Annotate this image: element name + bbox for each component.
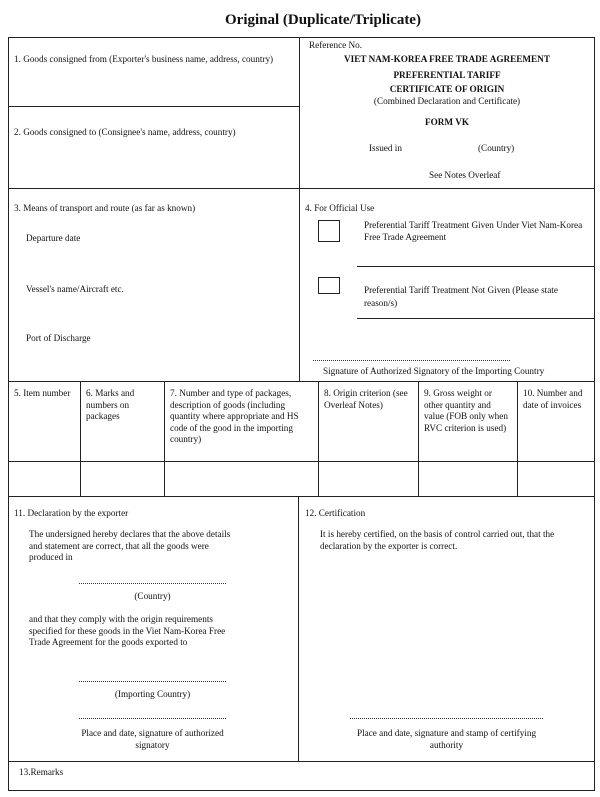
exporter-signature-line <box>79 718 226 719</box>
treatment-given-checkbox[interactable] <box>318 220 340 242</box>
box3-label: 3. Means of transport and route (as far as known) <box>14 203 196 213</box>
departure-date-label: Departure date <box>26 233 81 243</box>
divider-column-headers <box>8 461 595 462</box>
authority-signature-line <box>350 718 543 719</box>
certification-text: It is hereby certified, on the basis of control carried out, that the declaration by the exporter is correct. <box>320 529 555 551</box>
col-divider-2 <box>164 381 165 497</box>
col-divider-4 <box>418 381 419 497</box>
box2-label: 2. Goods consigned to (Consignee's name, address, country) <box>14 127 236 137</box>
col-divider-5 <box>517 381 518 497</box>
col-divider-1 <box>80 381 81 497</box>
divider-goods-row <box>8 496 595 497</box>
box4-signature-line <box>313 360 510 361</box>
col-gross-weight: 9. Gross weight or other quantity and value (FOB only when RVC criterion is used) <box>424 388 508 433</box>
treatment-not-given-label: Preferential Tariff Treatment Not Given (Please state reason/s) <box>364 285 558 308</box>
declaration-text-2: and that they comply with the origin requirements specified for these goods in the Viet Nam-Korea Free Trade Agreement for the goods exported to <box>29 614 226 647</box>
reference-no: Reference No. <box>309 40 363 50</box>
treatment-not-given-checkbox[interactable] <box>318 277 340 294</box>
border-left <box>8 37 9 791</box>
importing-country-label: (Importing Country) <box>114 689 191 699</box>
importing-country-line <box>79 681 226 682</box>
issued-in-label: Issued in <box>369 143 402 153</box>
tariff-title: PREFERENTIAL TARIFF <box>393 70 501 80</box>
form-title: Original (Duplicate/Triplicate) <box>225 12 421 28</box>
divider-box1-box2 <box>8 106 299 107</box>
box12-label: 12. Certification <box>305 508 366 518</box>
production-country-line <box>79 583 226 584</box>
col-description: 7. Number and type of packages, description of goods (including quantity where appropriate and HS code of the good in the importing country) <box>170 388 299 444</box>
combined-note: (Combined Declaration and Certificate) <box>373 96 521 106</box>
col-divider-3 <box>318 381 319 497</box>
border-right <box>594 37 595 791</box>
col-invoices: 10. Number and date of invoices <box>523 388 583 410</box>
border-bottom <box>8 790 595 791</box>
vessel-label: Vessel's name/Aircraft etc. <box>26 284 124 294</box>
col-marks-numbers: 6. Marks and numbers on packages <box>86 388 135 421</box>
exporter-signature-label: Place and date, signature of authorized signatory <box>81 728 224 750</box>
production-country-label: (Country) <box>134 591 171 601</box>
border-top <box>8 37 595 38</box>
form-name: FORM VK <box>425 117 469 127</box>
authority-signature-label: Place and date, signature and stamp of certifying authority <box>356 728 537 750</box>
col-origin-criterion: 8. Origin criterion (see Overleaf Notes) <box>324 388 408 410</box>
box1-label: 1. Goods consigned from (Exporter's business name, address, country) <box>14 54 274 64</box>
declaration-text-1: The undersigned hereby declares that the above details and statement are correct, that all the goods were produced in <box>29 529 231 562</box>
treatment-given-label: Preferential Tariff Treatment Given Under Viet Nam-Korea Free Trade Agreement <box>364 220 583 242</box>
divider-row2 <box>8 188 595 189</box>
port-discharge-label: Port of Discharge <box>26 333 91 343</box>
box4-label: 4. For Official Use <box>305 203 375 213</box>
divider-top-halves <box>299 37 300 382</box>
divider-row3 <box>8 381 595 382</box>
box13-label: 13.Remarks <box>19 767 64 777</box>
divider-bottom-halves <box>298 496 299 762</box>
given-underline <box>357 266 594 267</box>
box11-label: 11. Declaration by the exporter <box>14 508 129 518</box>
certificate-title: CERTIFICATE OF ORIGIN <box>389 84 505 94</box>
not-given-underline <box>357 318 594 319</box>
see-notes: See Notes Overleaf <box>429 170 501 180</box>
box4-signature-label: Signature of Authorized Signatory of the Importing Country <box>323 366 545 376</box>
agreement-title: VIET NAM-KOREA FREE TRADE AGREEMENT <box>344 54 550 64</box>
issued-country-label: (Country) <box>478 143 515 153</box>
col-item-number: 5. Item number <box>14 388 71 398</box>
divider-remarks <box>8 761 595 762</box>
